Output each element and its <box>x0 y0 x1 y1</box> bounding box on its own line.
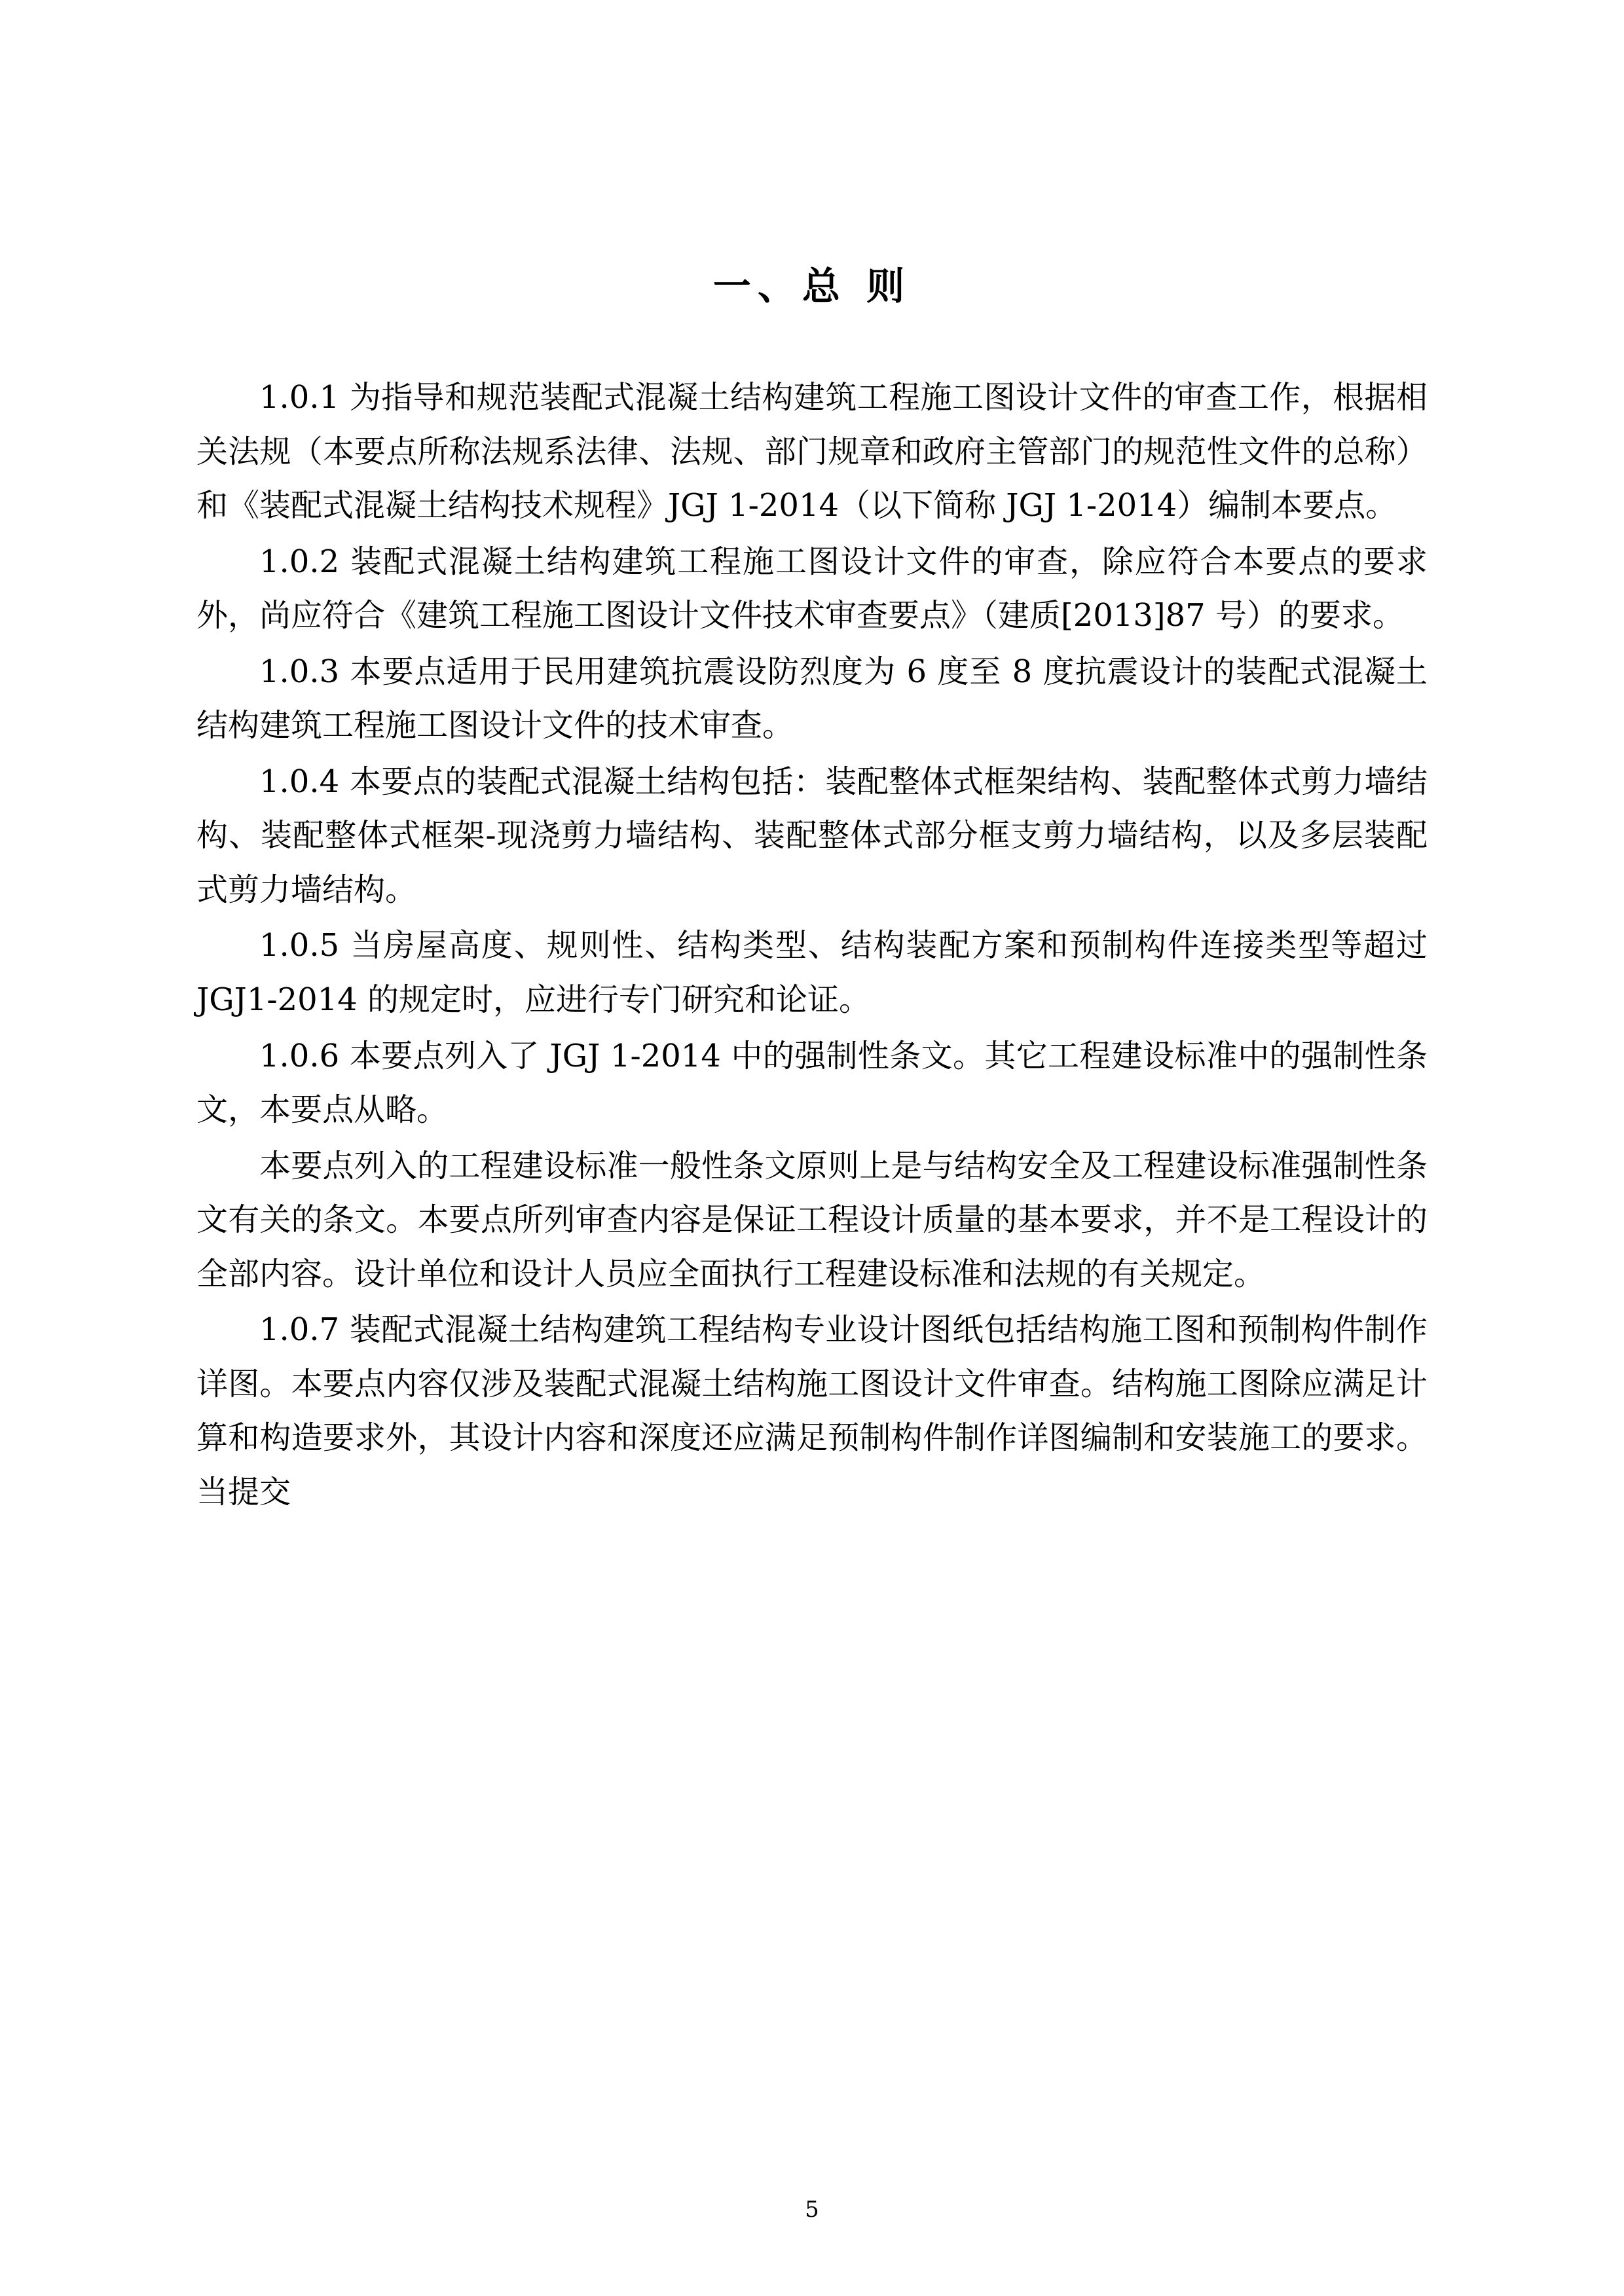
paragraph: 本要点列入的工程建设标准一般性条文原则上是与结构安全及工程建设标准强制性条文有关的条文。本要点所列审查内容是保证工程设计质量的基本要求，并不是工程设计的全部内容。设计单位和设计人员应全面执行工程建设标准和法规的有关规定。 <box>196 1147 1428 1292</box>
paragraph: 1.0.5 当房屋高度、规则性、结构类型、结构装配方案和预制构件连接类型等超过 JGJ1-2014 的规定时，应进行专门研究和论证。 <box>196 927 1428 1019</box>
paragraph: 1.0.2 装配式混凝土结构建筑工程施工图设计文件的审查，除应符合本要点的要求外，尚应符合《建筑工程施工图设计文件技术审查要点》（建质[2013]87 号）的要求。 <box>196 543 1428 634</box>
page-title: 一、总 则 <box>712 264 912 308</box>
document-body <box>196 371 1428 1521</box>
page-number: 5 <box>805 2196 819 2223</box>
paragraph: 1.0.3 本要点适用于民用建筑抗震设防烈度为 6 度至 8 度抗震设计的装配式混凝土结构建筑工程施工图设计文件的技术审查。 <box>196 653 1428 744</box>
paragraph: 1.0.7 装配式混凝土结构建筑工程结构专业设计图纸包括结构施工图和预制构件制作详图。本要点内容仅涉及装配式混凝土结构施工图设计文件审查。结构施工图除应满足计算和构造要求外，其设计内容和深度还应满足预制构件制作详图编制和安装施工的要求。当提交 <box>196 1311 1428 1510</box>
paragraph: 1.0.4 本要点的装配式混凝土结构包括：装配整体式框架结构、装配整体式剪力墙结构、装配整体式框架-现浇剪力墙结构、装配整体式部分框支剪力墙结构，以及多层装配式剪力墙结构。 <box>196 763 1428 908</box>
paragraph: 1.0.1 为指导和规范装配式混凝土结构建筑工程施工图设计文件的审查工作，根据相关法规（本要点所称法规系法律、法规、部门规章和政府主管部门的规范性文件的总称）和《装配式混凝土结构技术规程》JGJ 1-2014（以下简称 JGJ 1-2014）编制本要点。 <box>196 379 1428 524</box>
paragraph: 1.0.6 本要点列入了 JGJ 1-2014 中的强制性条文。其它工程建设标准中的强制性条文，本要点从略。 <box>196 1037 1428 1129</box>
